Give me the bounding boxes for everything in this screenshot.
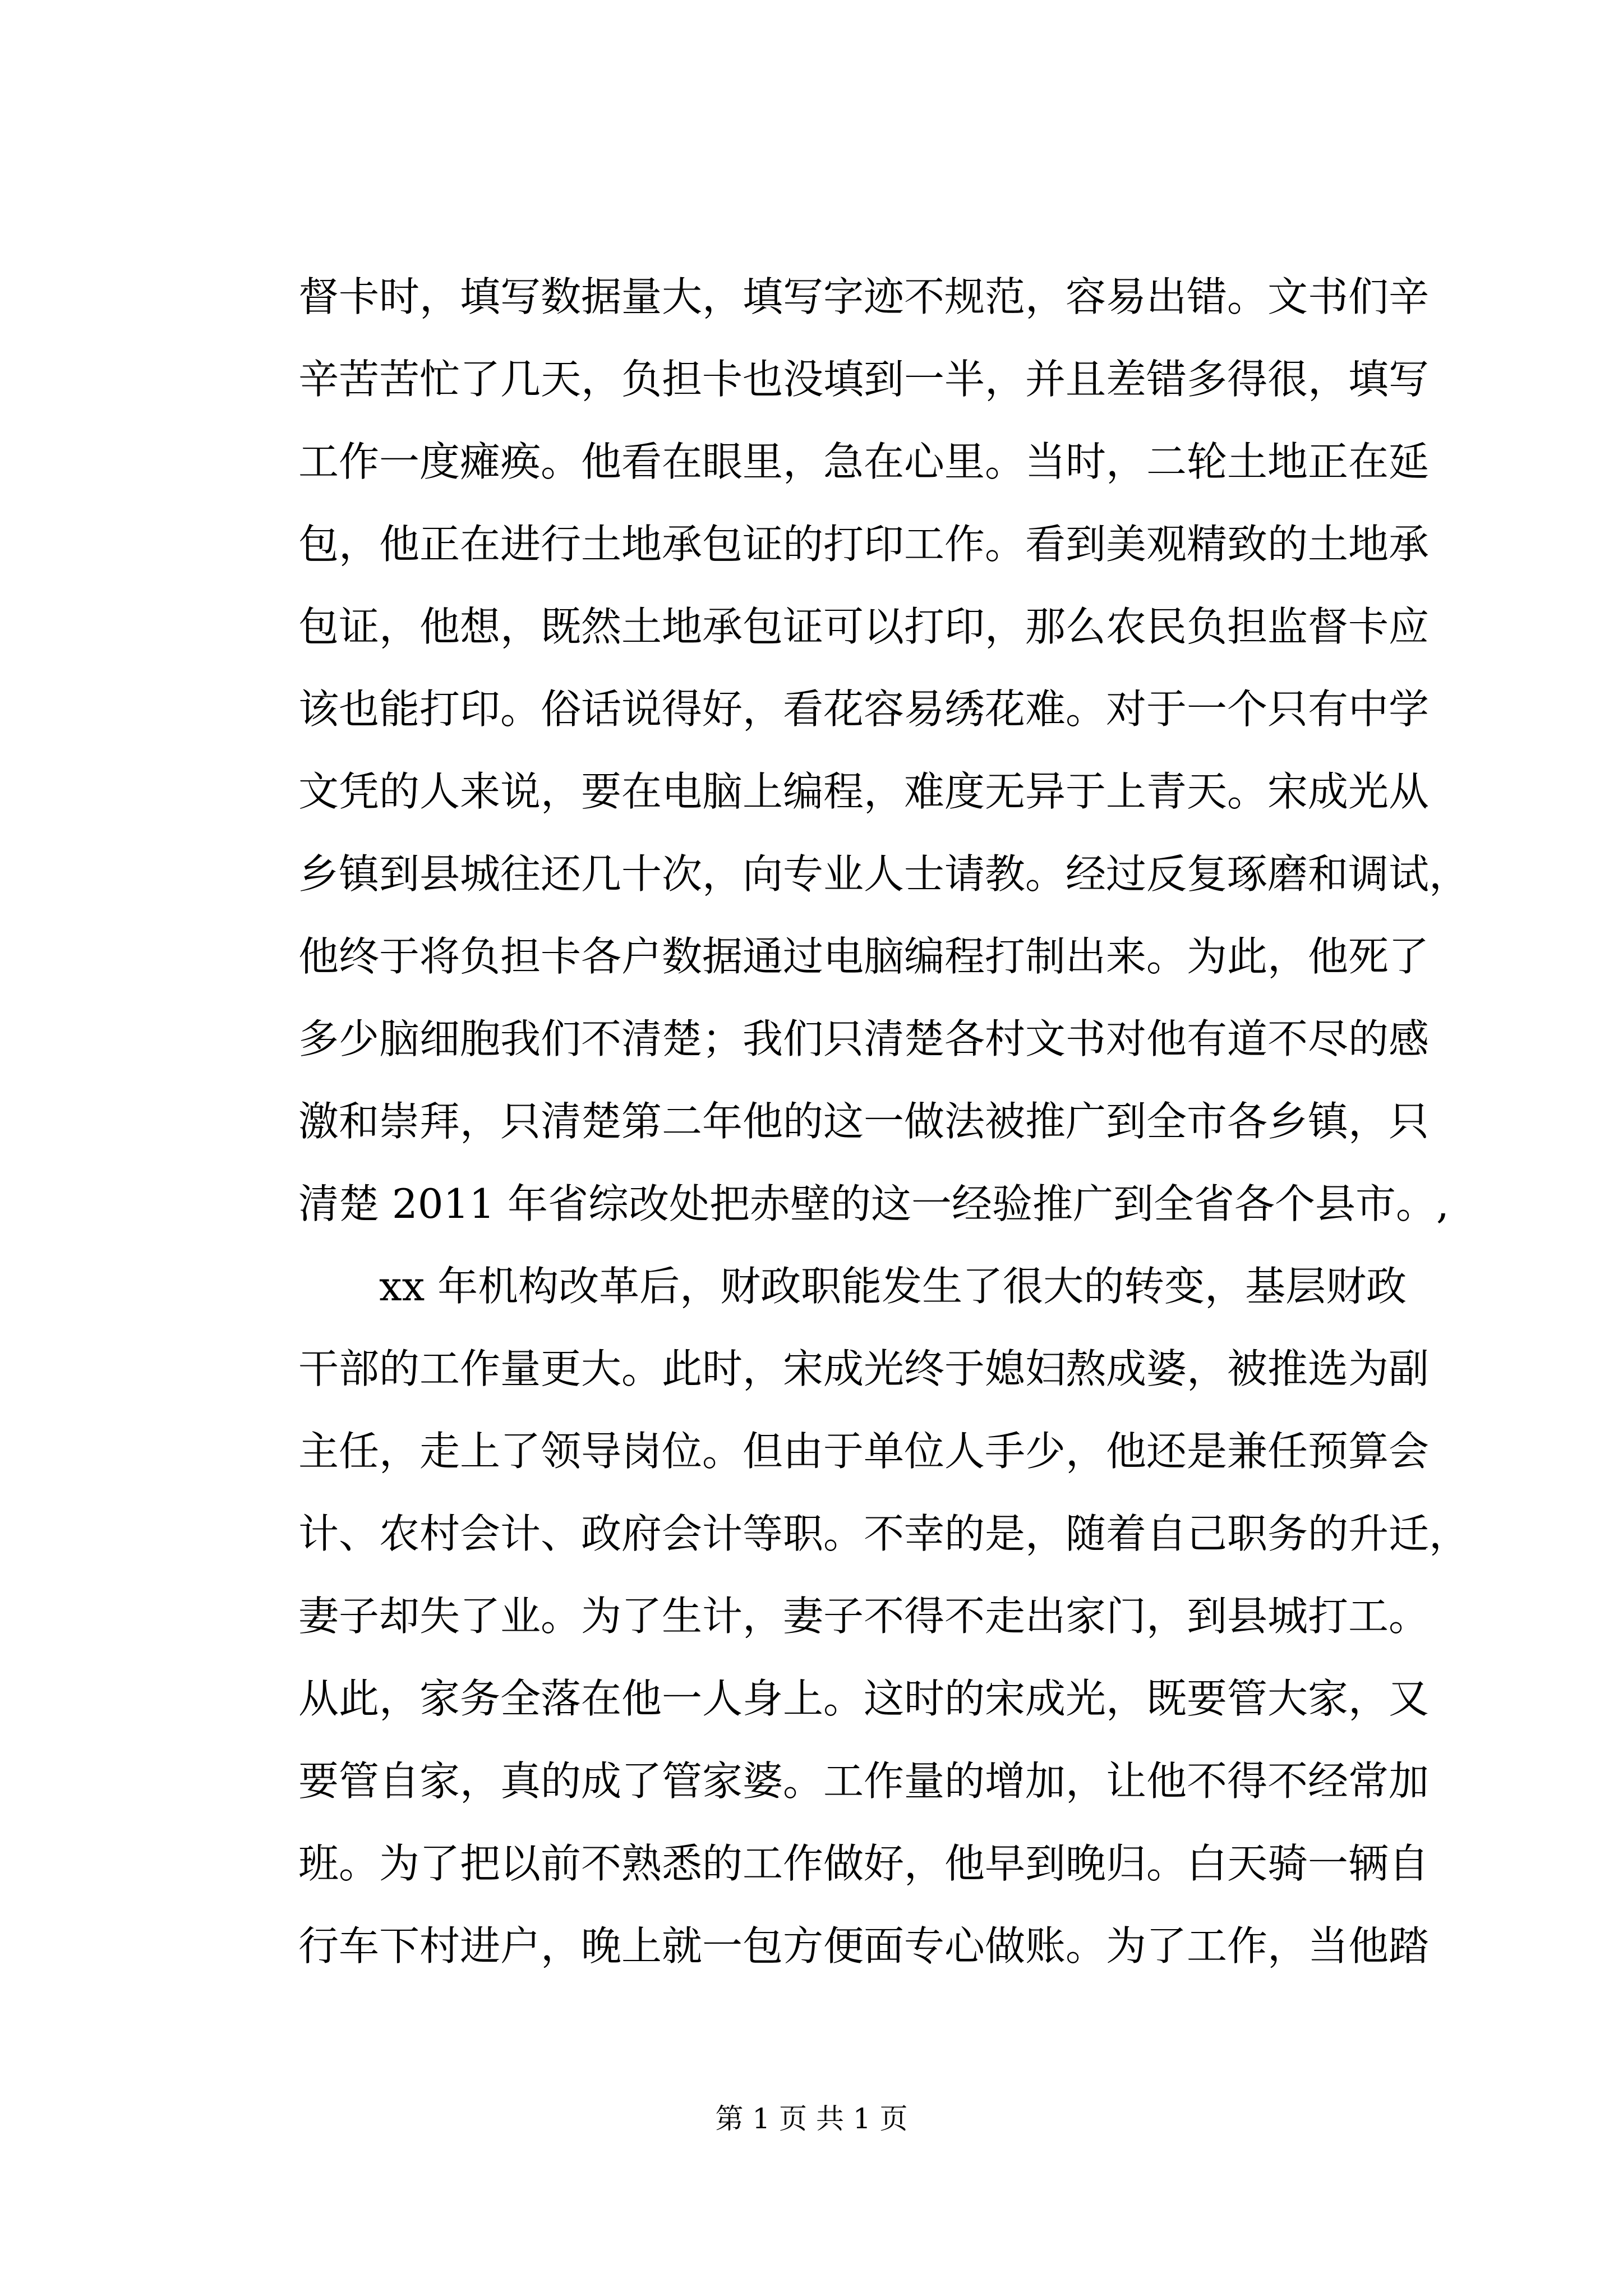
text-line: 该也能打印。俗话说得好，看花容易绣花难。对于一个只有中学 (298, 685, 1430, 733)
text-line: 从此，家务全落在他一人身上。这时的宋成光，既要管大家，又 (298, 1675, 1430, 1722)
text-line: 行车下村进户，晚上就一包方便面专心做账。为了工作，当他踏 (298, 1922, 1430, 1970)
text-line: 多少脑细胞我们不清楚；我们只清楚各村文书对他有道不尽的感 (298, 1015, 1430, 1062)
text-line: 工作一度瘫痪。他看在眼里，急在心里。当时，二轮土地正在延 (298, 438, 1430, 485)
text-line: 包证，他想，既然土地承包证可以打印，那么农民负担监督卡应 (298, 603, 1430, 650)
paragraph-first-line: xx 年机构改革后，财政职能发生了很大的转变，基层财政 (379, 1263, 1407, 1310)
text-line: 妻子却失了业。为了生计，妻子不得不走出家门，到县城打工。 (298, 1593, 1430, 1640)
text-line: 主任，走上了领导岗位。但由于单位人手少，他还是兼任预算会 (298, 1428, 1430, 1475)
text-line: 要管自家，真的成了管家婆。工作量的增加，让他不得不经常加 (298, 1757, 1430, 1805)
text-line: 计、农村会计、政府会计等职。不幸的是，随着自己职务的升迁， (298, 1510, 1470, 1557)
text-line: 激和崇拜，只清楚第二年他的这一做法被推广到全市各乡镇，只 (298, 1098, 1430, 1145)
document-body (298, 256, 1470, 1987)
text-line: 包，他正在进行土地承包证的打印工作。看到美观精致的土地承 (298, 521, 1430, 568)
text-line: 文凭的人来说，要在电脑上编程，难度无异于上青天。宋成光从 (298, 768, 1430, 815)
text-line: 清楚 2011 年省综改处把赤壁的这一经验推广到全省各个县市。, (298, 1180, 1449, 1227)
text-line: 辛苦苦忙了几天，负担卡也没填到一半，并且差错多得很，填写 (298, 356, 1430, 403)
text-line: 乡镇到县城往还几十次，向专业人士请教。经过反复琢磨和调试， (298, 850, 1470, 898)
text-line: 干部的工作量更大。此时，宋成光终于媳妇熬成婆，被推选为副 (298, 1345, 1430, 1392)
text-line: 他终于将负担卡各户数据通过电脑编程打制出来。为此，他死了 (298, 933, 1430, 980)
page-number-footer: 第 1 页 共 1 页 (715, 2102, 908, 2135)
text-line: 班。为了把以前不熟悉的工作做好，他早到晚归。白天骑一辆自 (298, 1840, 1430, 1887)
text-line: 督卡时，填写数据量大，填写字迹不规范，容易出错。文书们辛 (298, 273, 1430, 320)
